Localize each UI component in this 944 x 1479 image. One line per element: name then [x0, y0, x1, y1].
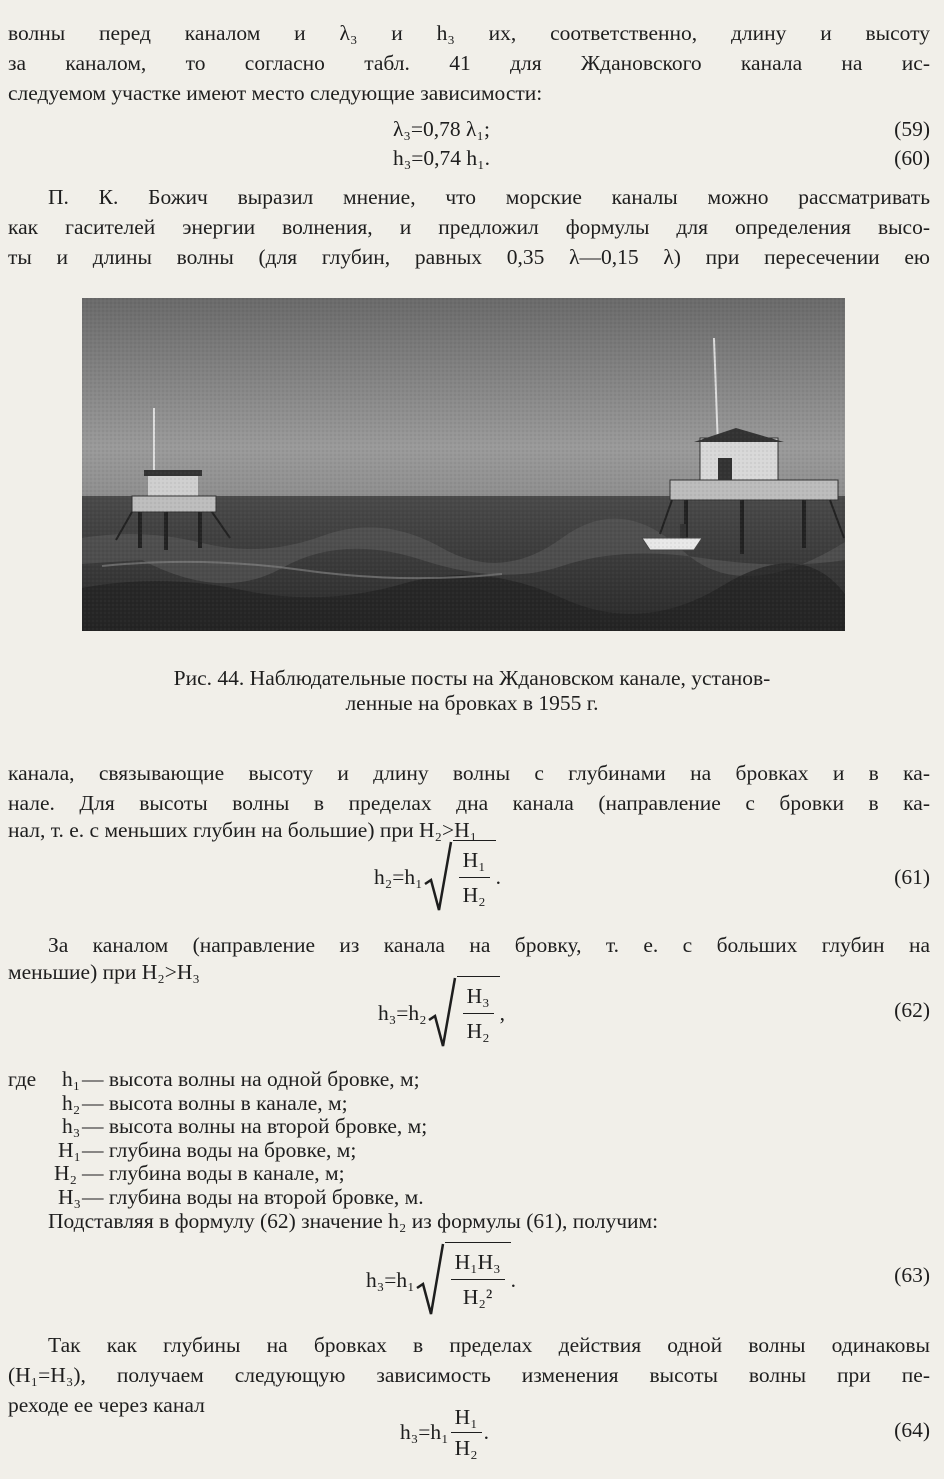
definition-symbol: h₃	[62, 1114, 81, 1139]
equation-60	[0, 146, 944, 176]
definition-item	[8, 1092, 427, 1116]
figure-caption-line-1: Рис. 44. Наблюдательные посты на Ждановском канале, установ-	[173, 666, 771, 690]
text-line: меньшие) при H₂>H₃	[8, 960, 200, 984]
definition-text: — высота волны на одной бровке, м;	[82, 1067, 420, 1091]
definition-symbol: H₂	[54, 1161, 78, 1186]
text-line: Так как глубины на бровках в пределах действия одной волны одинаковы	[48, 1333, 930, 1357]
equation-number: (63)	[894, 1263, 930, 1287]
equation-62-number-row	[0, 998, 944, 1028]
fraction-numerator: H₁	[459, 843, 490, 878]
fraction-denominator: H₂	[462, 883, 486, 907]
definition-symbol: H₃	[58, 1184, 82, 1209]
fraction-numerator: H₃	[463, 979, 494, 1014]
figure-caption-line-2: ленные на бровках в 1955 г.	[345, 691, 599, 715]
definition-text: — глубина воды на второй бровке, м.	[82, 1184, 424, 1209]
equation-61-number-row	[0, 865, 944, 895]
text-line: нал, т. е. с меньших глубин на большие) при H₂>H₁	[8, 818, 478, 842]
where-label: где	[8, 1067, 37, 1091]
text-line: (H₁=H₃), получаем следующую зависимость изменения высоты волны при пе-	[8, 1363, 930, 1387]
equation-number: (64)	[894, 1418, 930, 1442]
definition-item	[8, 1139, 427, 1163]
paragraph-3	[8, 758, 930, 842]
fraction-denominator: H₂²	[462, 1285, 493, 1309]
equation-punct: ,	[499, 1000, 506, 1025]
equation-punct: .	[510, 1267, 517, 1292]
figure-photo	[82, 298, 845, 631]
text-line: ты и длины волны (для глубин, равных 0,35 λ—0,15 λ) при пересечении ею	[8, 245, 930, 269]
text-line: Подставляя в формулу (62) значение h₂ из формулы (61), получим:	[48, 1209, 659, 1233]
text-line: За каналом (направление из канала на бровку, т. е. с больших глубин на	[48, 933, 930, 957]
definition-text: — высота волны в канале, м;	[82, 1090, 348, 1115]
equation-lhs: h₃=h₁	[400, 1420, 449, 1444]
equation-body: λ₃=0,78 λ₁;	[393, 117, 490, 141]
text-line: П. К. Божич выразил мнение, что морские каналы можно рассматривать	[48, 185, 930, 209]
paragraph-1	[8, 18, 930, 108]
equation-punct: .	[483, 1420, 490, 1444]
definitions-list	[8, 1068, 427, 1210]
equation-lhs: h₃=h₂	[378, 1000, 427, 1025]
equation-number: (62)	[894, 998, 930, 1022]
equation-body: h₃=0,74 h₁.	[393, 146, 490, 170]
definition-symbol: h₂	[62, 1090, 81, 1115]
equation-number: (61)	[894, 865, 930, 889]
text-line: следуемом участке имеют место следующие зависимости:	[8, 81, 543, 105]
text-line: реходе ее через канал	[8, 1393, 205, 1417]
definition-text: — глубина воды на бровке, м;	[82, 1137, 357, 1162]
definition-text: — высота волны на второй бровке, м;	[82, 1114, 428, 1139]
definition-item	[8, 1162, 427, 1186]
equation-64-number-row	[0, 1418, 944, 1448]
fraction-numerator: H₁H₃	[451, 1245, 505, 1280]
equation-63-number-row	[0, 1263, 944, 1293]
definition-text: — глубина воды в канале, м;	[82, 1161, 345, 1186]
equation-number: (59)	[894, 117, 930, 141]
paragraph-5	[8, 1206, 930, 1236]
equation-59	[0, 117, 944, 147]
equation-punct: .	[495, 864, 502, 889]
fraction-denominator: H₂	[466, 1019, 490, 1043]
text-line: как гасителей энергии волнения, и предложил формулы для определения высо-	[8, 215, 930, 239]
fraction-numerator: H₁	[451, 1402, 482, 1433]
definition-item	[8, 1115, 427, 1139]
equation-lhs: h₃=h₁	[366, 1267, 415, 1292]
fraction-denominator: H₂	[454, 1436, 478, 1460]
text-line: нале. Для высоты волны в пределах дна канала (направление с бровки в ка-	[8, 791, 930, 815]
equation-number: (60)	[894, 146, 930, 170]
paragraph-2	[8, 182, 930, 272]
text-line: канала, связывающие высоту и длину волны с глубинами на бровках и в ка-	[8, 761, 930, 785]
definition-item	[8, 1068, 427, 1092]
text-line: за каналом, то согласно табл. 41 для Ждановского канала на ис-	[8, 51, 930, 75]
definition-symbol: H₁	[58, 1137, 82, 1162]
equation-lhs: h₂=h₁	[374, 864, 423, 889]
text-line: волны перед каналом и λ₃ и h₃ их, соответственно, длину и высоту	[8, 21, 930, 45]
definition-symbol: h₁	[62, 1067, 81, 1091]
